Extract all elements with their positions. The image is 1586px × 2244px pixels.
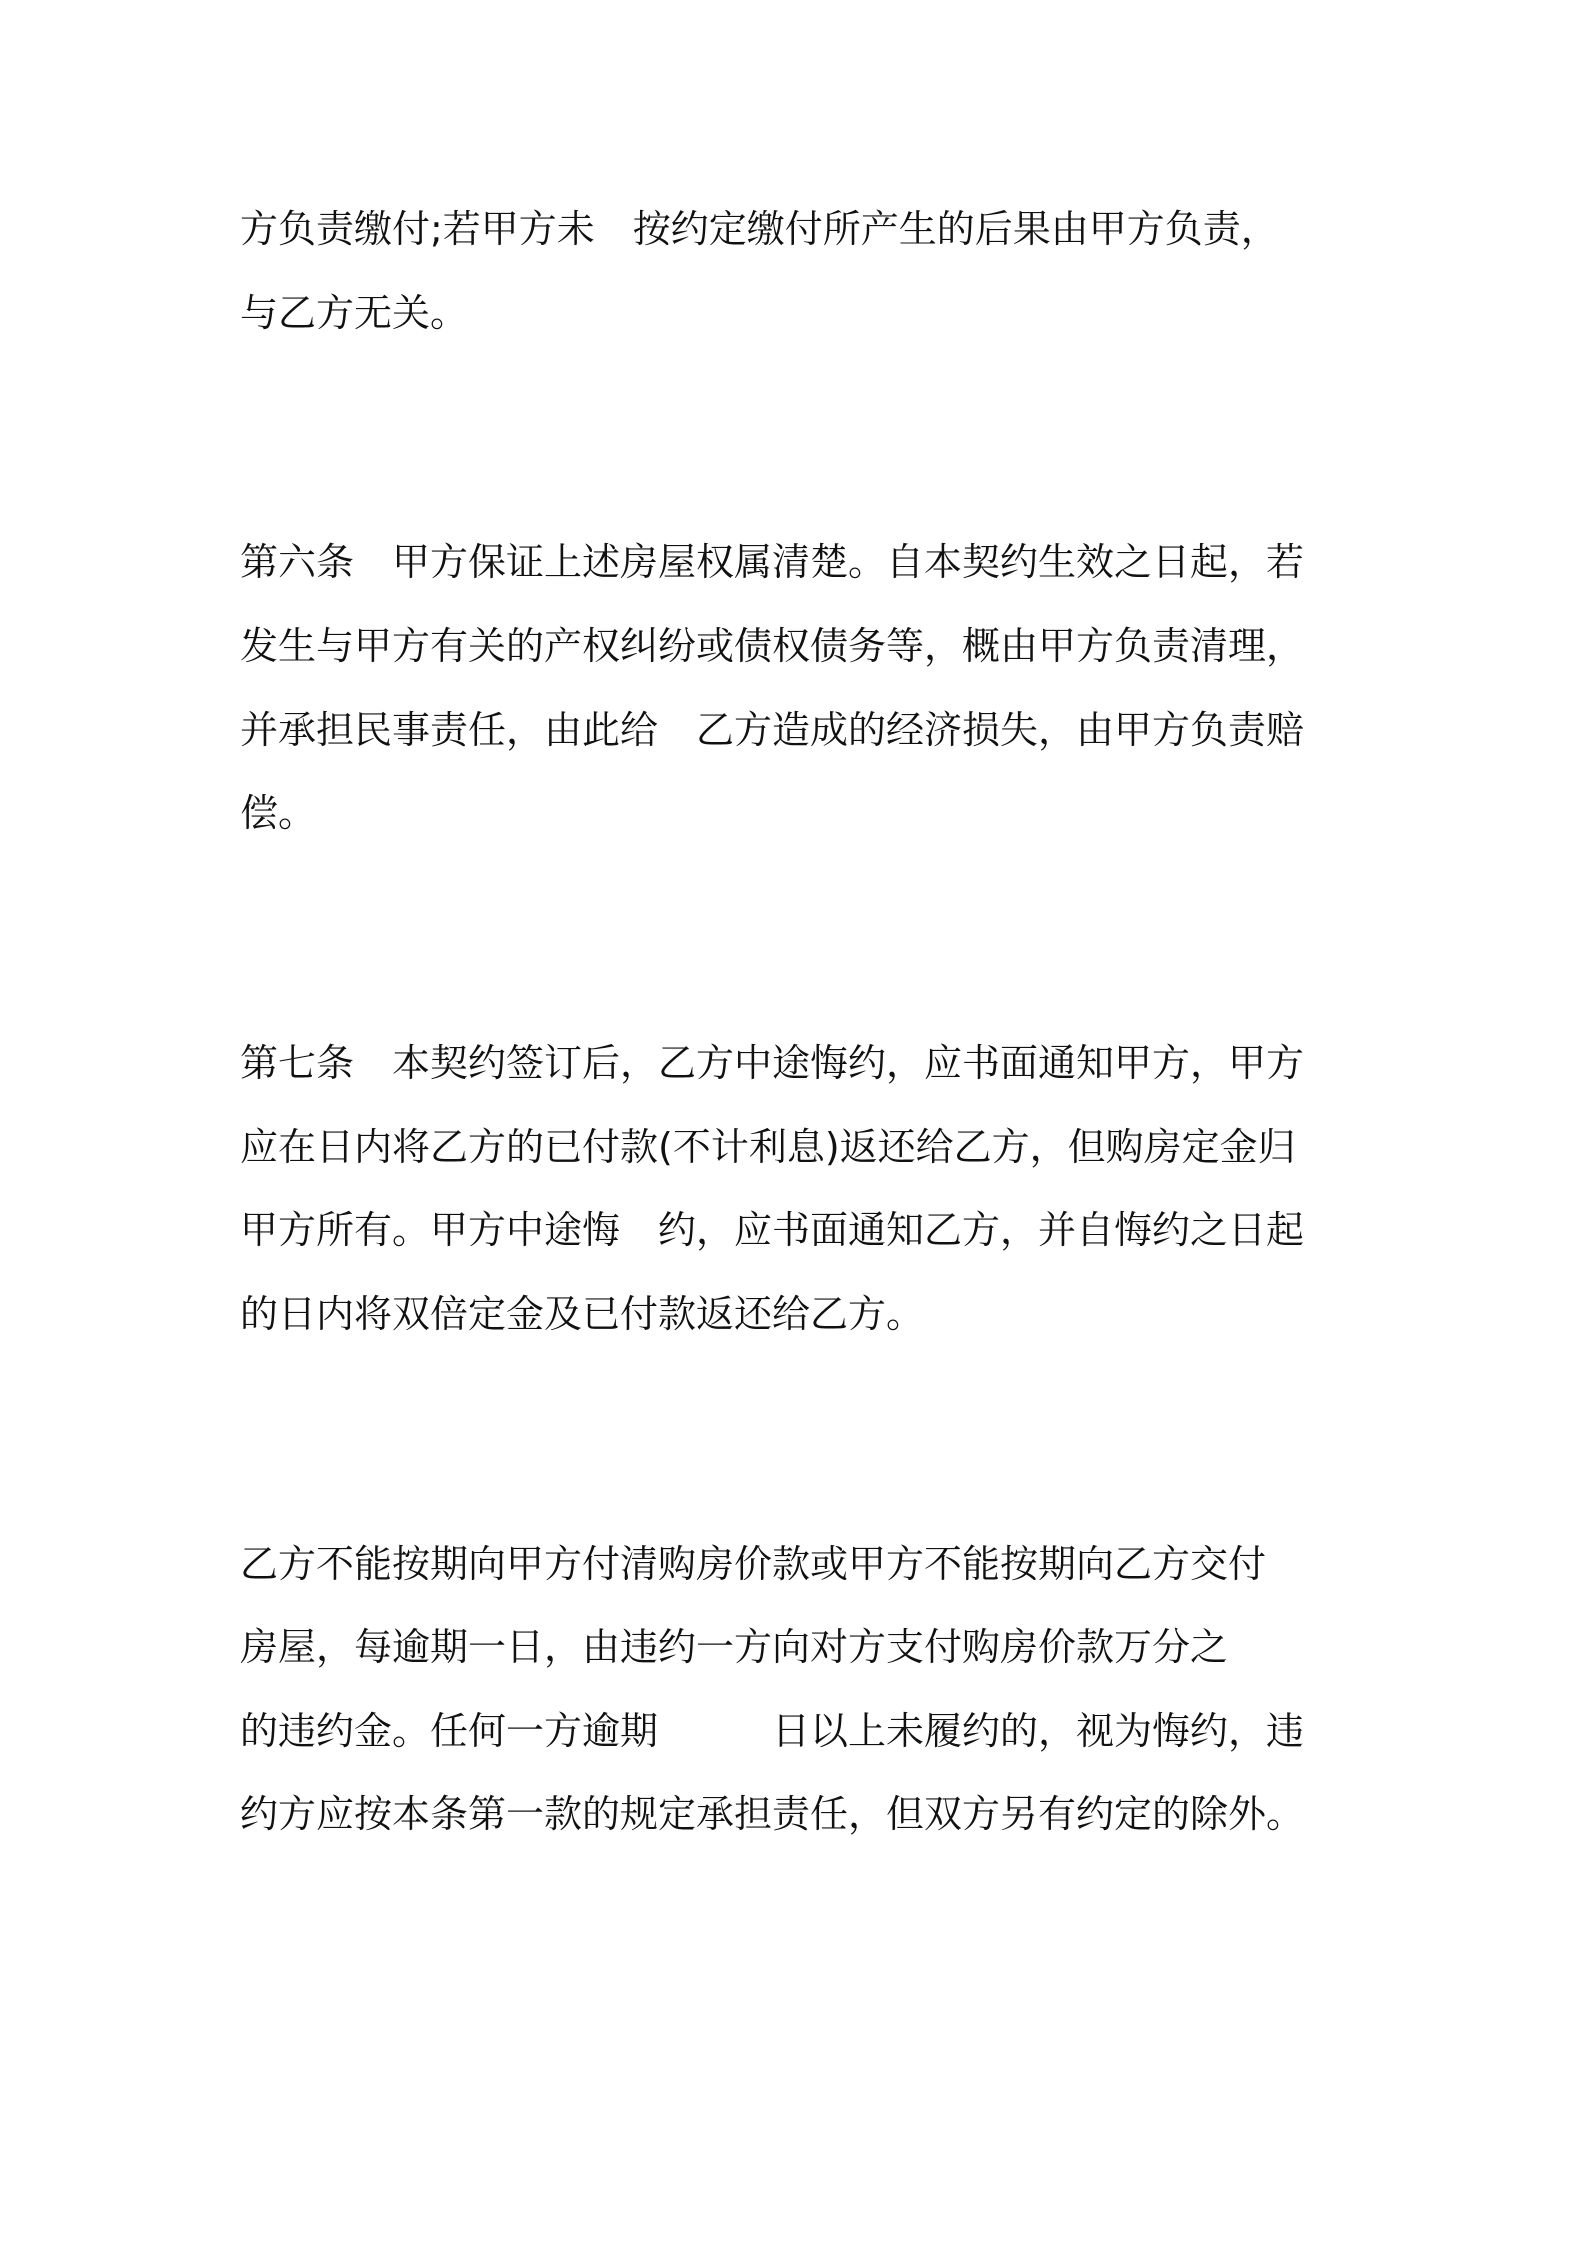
- text-line: 发生与甲方有关的产权纠纷或债权债务等，概由甲方负责清理，: [240, 624, 1305, 668]
- text-line: 偿。: [240, 791, 317, 835]
- text-line: 并承担民事责任，由此给 乙方造成的经济损失，由甲方负责赔: [240, 708, 1305, 752]
- text-line: 的日内将双倍定金及已付款返还给乙方。: [240, 1292, 925, 1336]
- text-line: 方负责缴付;若甲方未 按约定缴付所产生的后果由甲方负责，: [240, 207, 1279, 251]
- text-line: 第七条 本契约签订后，乙方中途悔约，应书面通知甲方，甲方: [240, 1041, 1305, 1085]
- text-line: 房屋，每逾期一日，由违约一方向对方支付购房价款万分之: [240, 1625, 1229, 1669]
- text-line: 与乙方无关。: [240, 291, 469, 335]
- text-line: 乙方不能按期向甲方付清购房价款或甲方不能按期向乙方交付: [240, 1542, 1267, 1586]
- text-line: 约方应按本条第一款的规定承担责任，但双方另有约定的除外。: [240, 1792, 1305, 1836]
- text-line: 应在日内将乙方的已付款(不计利息)返还给乙方，但购房定金归: [240, 1125, 1296, 1169]
- text-line: 甲方所有。甲方中途悔 约，应书面通知乙方，并自悔约之日起: [240, 1208, 1305, 1252]
- text-line: 的违约金。任何一方逾期 日以上未履约的，视为悔约，违: [240, 1709, 1305, 1753]
- text-line: 第六条 甲方保证上述房屋权属清楚。自本契约生效之日起，若: [240, 540, 1305, 584]
